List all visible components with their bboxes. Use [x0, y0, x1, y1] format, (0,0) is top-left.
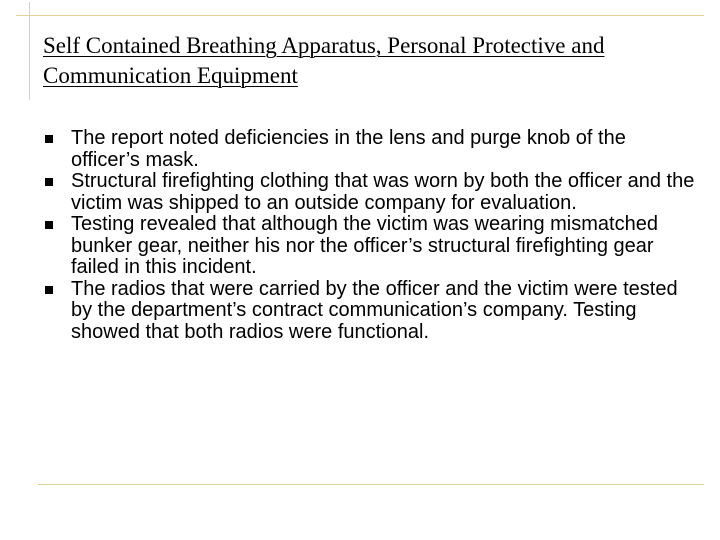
bullet-item — [45, 128, 695, 171]
square-bullet-icon — [45, 221, 53, 229]
bullet-list — [45, 128, 695, 343]
left-rule — [29, 2, 30, 100]
bullet-item — [45, 171, 695, 214]
bullet-text: Structural firefighting clothing that was worn by both the officer and the victim was shipped to an outside company for evaluation. — [71, 170, 695, 214]
bullet-text: The radios that were carried by the officer and the victim were tested by the department’s contract communication’s company. Testing showed that both radios were functional. — [71, 277, 678, 343]
bullet-text: The report noted deficiencies in the lens and purge knob of the officer’s mask. — [71, 127, 626, 171]
slide-title: Self Contained Breathing Apparatus, Personal Protective and Communication Equipment — [43, 33, 605, 88]
square-bullet-icon — [45, 286, 53, 294]
square-bullet-icon — [45, 178, 53, 186]
square-bullet-icon — [45, 135, 53, 143]
bullet-item — [45, 279, 695, 344]
top-rule — [16, 15, 704, 16]
bullet-text: Testing revealed that although the victim was wearing mismatched bunker gear, neither his nor the officer’s structural firefighting gear failed in this incident. — [71, 213, 658, 278]
bottom-rule — [38, 484, 704, 485]
bullet-item — [45, 214, 695, 279]
